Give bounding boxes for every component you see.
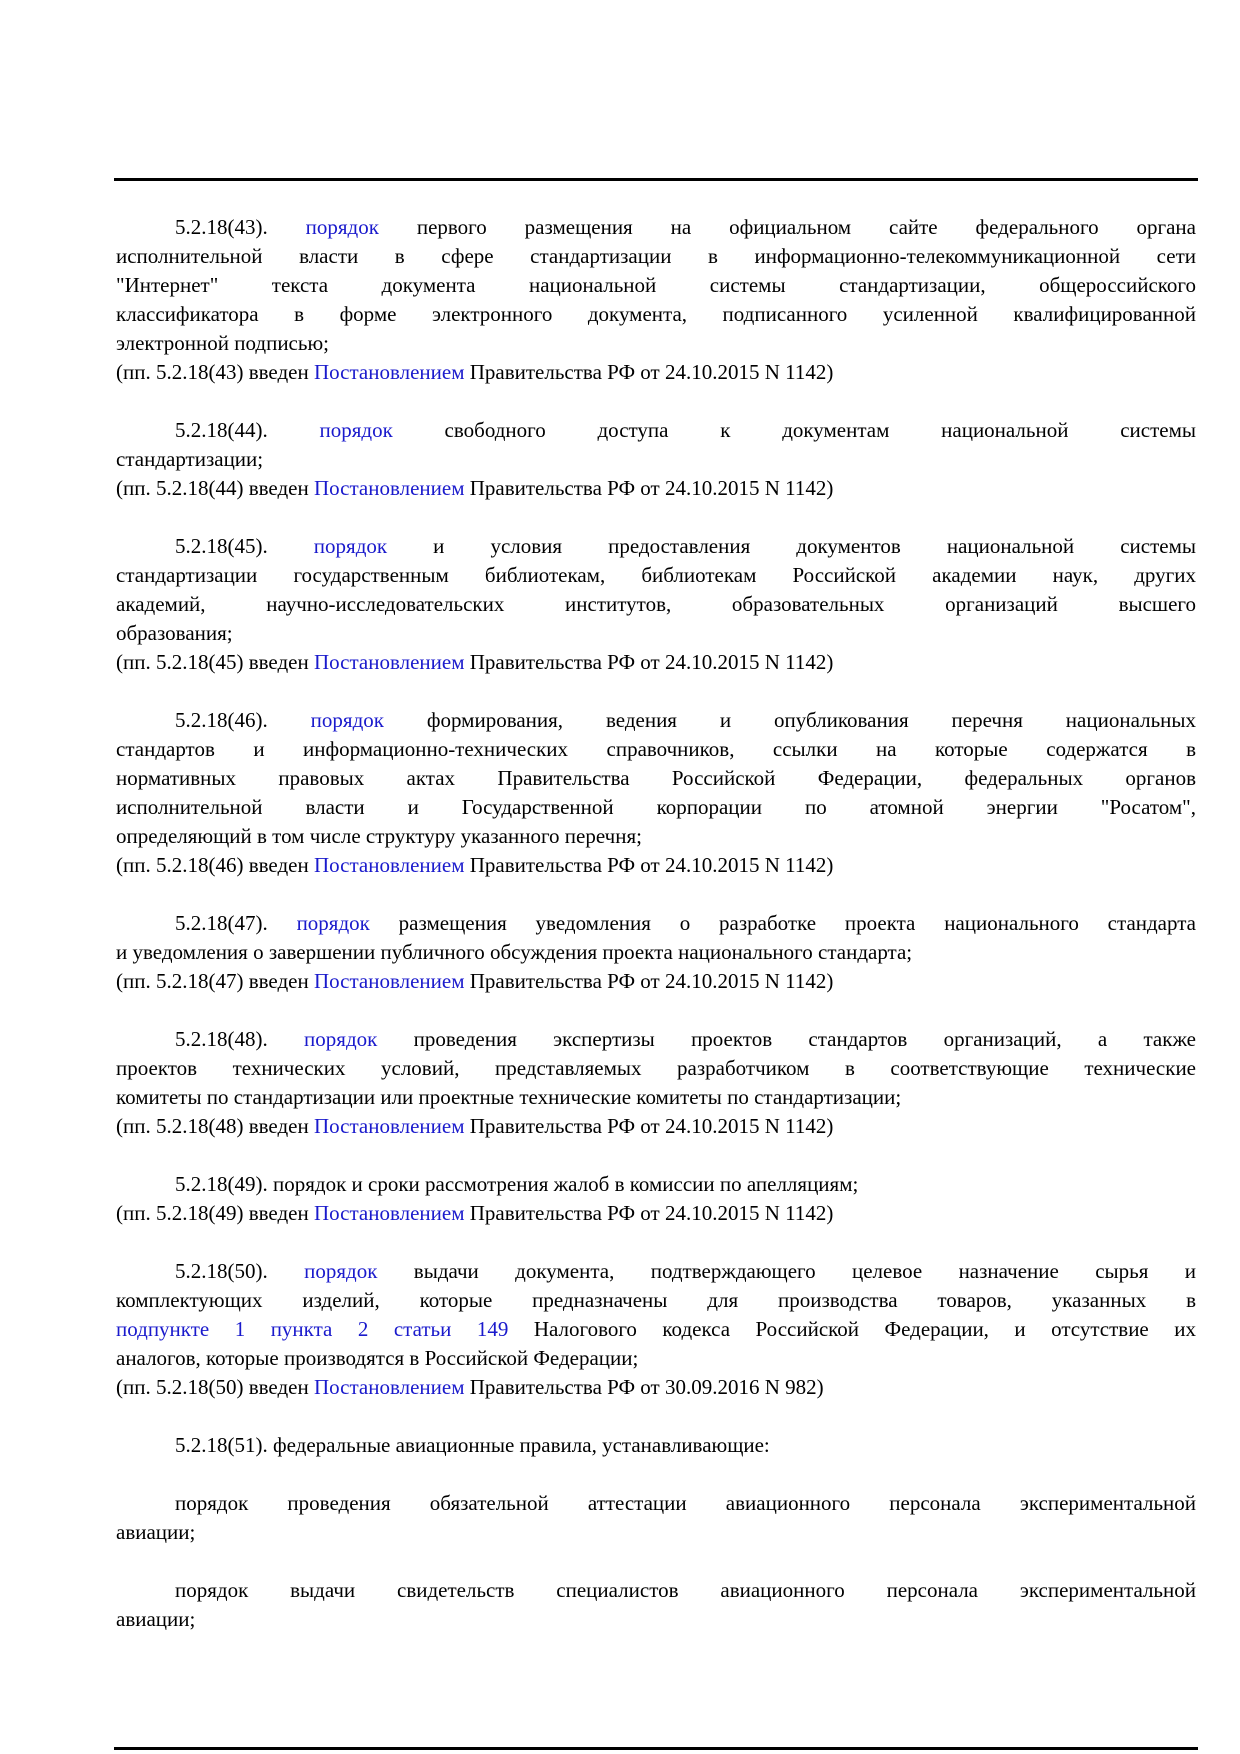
text-span: порядок проведения обязательной аттестации авиационного персонала экспериментальной bbox=[175, 1491, 1196, 1515]
text-span: 5.2.18(51). федеральные авиационные правила, устанавливающие: bbox=[175, 1433, 770, 1457]
text-span: (пп. 5.2.18(50) введен bbox=[116, 1375, 314, 1399]
text-span: Правительства РФ от 24.10.2015 N 1142) bbox=[464, 1114, 834, 1138]
paragraph bbox=[116, 1025, 1196, 1141]
text-span: 5.2.18(44). bbox=[175, 418, 320, 442]
amendment-note bbox=[116, 648, 1196, 677]
text-span: (пп. 5.2.18(44) введен bbox=[116, 476, 314, 500]
text-span: Правительства РФ от 24.10.2015 N 1142) bbox=[464, 476, 834, 500]
paragraph-line bbox=[116, 1344, 1196, 1373]
paragraph-line bbox=[116, 909, 1196, 938]
text-span: стандартизации государственным библиотекам, библиотекам Российской академии наук, других bbox=[116, 563, 1196, 587]
document-link[interactable]: порядок bbox=[319, 418, 393, 442]
text-span: размещения уведомления о разработке проекта национального стандарта bbox=[369, 911, 1196, 935]
text-span: первого размещения на официальном сайте федерального органа bbox=[378, 215, 1196, 239]
paragraph-line bbox=[116, 706, 1196, 735]
text-span: стандартизации; bbox=[116, 447, 264, 471]
paragraph-line bbox=[116, 561, 1196, 590]
paragraph-line bbox=[116, 1286, 1196, 1315]
text-span: и уведомления о завершении публичного обсуждения проекта национального стандарта; bbox=[116, 940, 913, 964]
text-span: Правительства РФ от 30.09.2016 N 982) bbox=[464, 1375, 824, 1399]
paragraph-line bbox=[116, 1083, 1196, 1112]
document-link[interactable]: порядок bbox=[305, 215, 379, 239]
document-link[interactable]: Постановлением bbox=[313, 1375, 465, 1399]
paragraph-line bbox=[116, 1170, 1196, 1199]
text-span: Правительства РФ от 24.10.2015 N 1142) bbox=[464, 650, 834, 674]
text-span: Правительства РФ от 24.10.2015 N 1142) bbox=[464, 360, 834, 384]
text-span: авиации; bbox=[116, 1520, 196, 1544]
text-span: (пп. 5.2.18(46) введен bbox=[116, 853, 314, 877]
document-link[interactable]: порядок bbox=[296, 911, 370, 935]
text-span: проведения экспертизы проектов стандартов организаций, а также bbox=[377, 1027, 1196, 1051]
text-span: 5.2.18(49). порядок и сроки рассмотрения жалоб в комиссии по апелляциям; bbox=[175, 1172, 859, 1196]
paragraph bbox=[116, 1257, 1196, 1402]
footer-rule bbox=[114, 1747, 1198, 1750]
text-span: 5.2.18(48). bbox=[175, 1027, 305, 1051]
text-span: аналогов, которые производятся в Российской Федерации; bbox=[116, 1346, 639, 1370]
text-span: классификатора в форме электронного документа, подписанного усиленной квалифицированной bbox=[116, 302, 1196, 326]
paragraph-line bbox=[116, 938, 1196, 967]
document-link[interactable]: Постановлением bbox=[313, 969, 465, 993]
document-link[interactable]: порядок bbox=[310, 708, 384, 732]
text-span: Налогового кодекса Российской Федерации, и отсутствие их bbox=[508, 1317, 1196, 1341]
paragraph bbox=[116, 1489, 1196, 1547]
text-span: "Интернет" текста документа национальной системы стандартизации, общероссийского bbox=[116, 273, 1196, 297]
text-span: Правительства РФ от 24.10.2015 N 1142) bbox=[464, 1201, 834, 1225]
text-span: 5.2.18(50). bbox=[175, 1259, 305, 1283]
document-link[interactable]: порядок bbox=[304, 1027, 378, 1051]
text-span: исполнительной власти и Государственной корпорации по атомной энергии "Росатом", bbox=[116, 795, 1196, 819]
paragraph-line bbox=[116, 1315, 1196, 1344]
paragraph-line bbox=[116, 445, 1196, 474]
document-link[interactable]: Постановлением bbox=[313, 1201, 465, 1225]
text-span: проектов технических условий, представляемых разработчиком в соответствующие технические bbox=[116, 1056, 1196, 1080]
document-link[interactable]: порядок bbox=[304, 1259, 378, 1283]
text-span: и условия предоставления документов национальной системы bbox=[387, 534, 1196, 558]
text-span: образования; bbox=[116, 621, 233, 645]
paragraph bbox=[116, 909, 1196, 996]
amendment-note bbox=[116, 1112, 1196, 1141]
text-span: исполнительной власти в сфере стандартизации в информационно-телекоммуникационной сети bbox=[116, 244, 1196, 268]
text-span: Правительства РФ от 24.10.2015 N 1142) bbox=[464, 853, 834, 877]
amendment-note bbox=[116, 1373, 1196, 1402]
paragraph-line bbox=[116, 1576, 1196, 1605]
amendment-note bbox=[116, 967, 1196, 996]
paragraph bbox=[116, 213, 1196, 387]
text-span: академий, научно-исследовательских институтов, образовательных организаций высшего bbox=[116, 592, 1196, 616]
text-span: комитеты по стандартизации или проектные технические комитеты по стандартизации; bbox=[116, 1085, 902, 1109]
paragraph bbox=[116, 1170, 1196, 1228]
document-link[interactable]: Постановлением bbox=[313, 853, 465, 877]
document-link[interactable]: Постановлением bbox=[313, 1114, 465, 1138]
paragraph-line bbox=[116, 532, 1196, 561]
paragraph-line bbox=[116, 1431, 1196, 1460]
amendment-note bbox=[116, 474, 1196, 503]
text-span: электронной подписью; bbox=[116, 331, 329, 355]
paragraph-line bbox=[116, 1257, 1196, 1286]
paragraph-line bbox=[116, 271, 1196, 300]
paragraph-line bbox=[116, 619, 1196, 648]
paragraph bbox=[116, 1431, 1196, 1460]
text-span: свободного доступа к документам национальной системы bbox=[392, 418, 1196, 442]
paragraph-line bbox=[116, 764, 1196, 793]
paragraph-line bbox=[116, 329, 1196, 358]
text-span: формирования, ведения и опубликования перечня национальных bbox=[383, 708, 1196, 732]
amendment-note bbox=[116, 1199, 1196, 1228]
text-span: порядок выдачи свидетельств специалистов авиационного персонала экспериментальной bbox=[175, 1578, 1196, 1602]
document-link[interactable]: Постановлением bbox=[313, 650, 465, 674]
text-span: комплектующих изделий, которые предназначены для производства товаров, указанных в bbox=[116, 1288, 1196, 1312]
paragraph bbox=[116, 706, 1196, 880]
text-span: (пп. 5.2.18(49) введен bbox=[116, 1201, 314, 1225]
text-span: (пп. 5.2.18(45) введен bbox=[116, 650, 314, 674]
paragraph-line bbox=[116, 735, 1196, 764]
paragraph bbox=[116, 416, 1196, 503]
paragraph-line bbox=[116, 1489, 1196, 1518]
paragraph-line bbox=[116, 416, 1196, 445]
paragraph-line bbox=[116, 213, 1196, 242]
text-span: 5.2.18(47). bbox=[175, 911, 297, 935]
document-body bbox=[116, 213, 1196, 1663]
paragraph-line bbox=[116, 300, 1196, 329]
paragraph-line bbox=[116, 1605, 1196, 1634]
amendment-note bbox=[116, 358, 1196, 387]
amendment-note bbox=[116, 851, 1196, 880]
text-span: 5.2.18(45). bbox=[175, 534, 314, 558]
text-span: определяющий в том числе структуру указанного перечня; bbox=[116, 824, 642, 848]
text-span: выдачи документа, подтверждающего целевое назначение сырья и bbox=[377, 1259, 1196, 1283]
text-span: Правительства РФ от 24.10.2015 N 1142) bbox=[464, 969, 834, 993]
paragraph-line bbox=[116, 1025, 1196, 1054]
text-span: 5.2.18(43). bbox=[175, 215, 306, 239]
document-link[interactable]: подпункте 1 пункта 2 статьи 149 bbox=[116, 1317, 509, 1341]
paragraph bbox=[116, 532, 1196, 677]
text-span: (пп. 5.2.18(47) введен bbox=[116, 969, 314, 993]
paragraph-line bbox=[116, 1054, 1196, 1083]
paragraph-line bbox=[116, 590, 1196, 619]
text-span: стандартов и информационно-технических справочников, ссылки на которые содержатся в bbox=[116, 737, 1196, 761]
text-span: нормативных правовых актах Правительства Российской Федерации, федеральных органов bbox=[116, 766, 1196, 790]
paragraph bbox=[116, 1576, 1196, 1634]
document-link[interactable]: порядок bbox=[313, 534, 388, 558]
text-span: (пп. 5.2.18(48) введен bbox=[116, 1114, 314, 1138]
document-link[interactable]: Постановлением bbox=[313, 476, 465, 500]
header-rule bbox=[114, 178, 1198, 181]
paragraph-line bbox=[116, 822, 1196, 851]
text-span: 5.2.18(46). bbox=[175, 708, 311, 732]
text-span: авиации; bbox=[116, 1607, 196, 1631]
paragraph-line bbox=[116, 242, 1196, 271]
text-span: (пп. 5.2.18(43) введен bbox=[116, 360, 314, 384]
document-link[interactable]: Постановлением bbox=[313, 360, 465, 384]
paragraph-line bbox=[116, 793, 1196, 822]
paragraph-line bbox=[116, 1518, 1196, 1547]
